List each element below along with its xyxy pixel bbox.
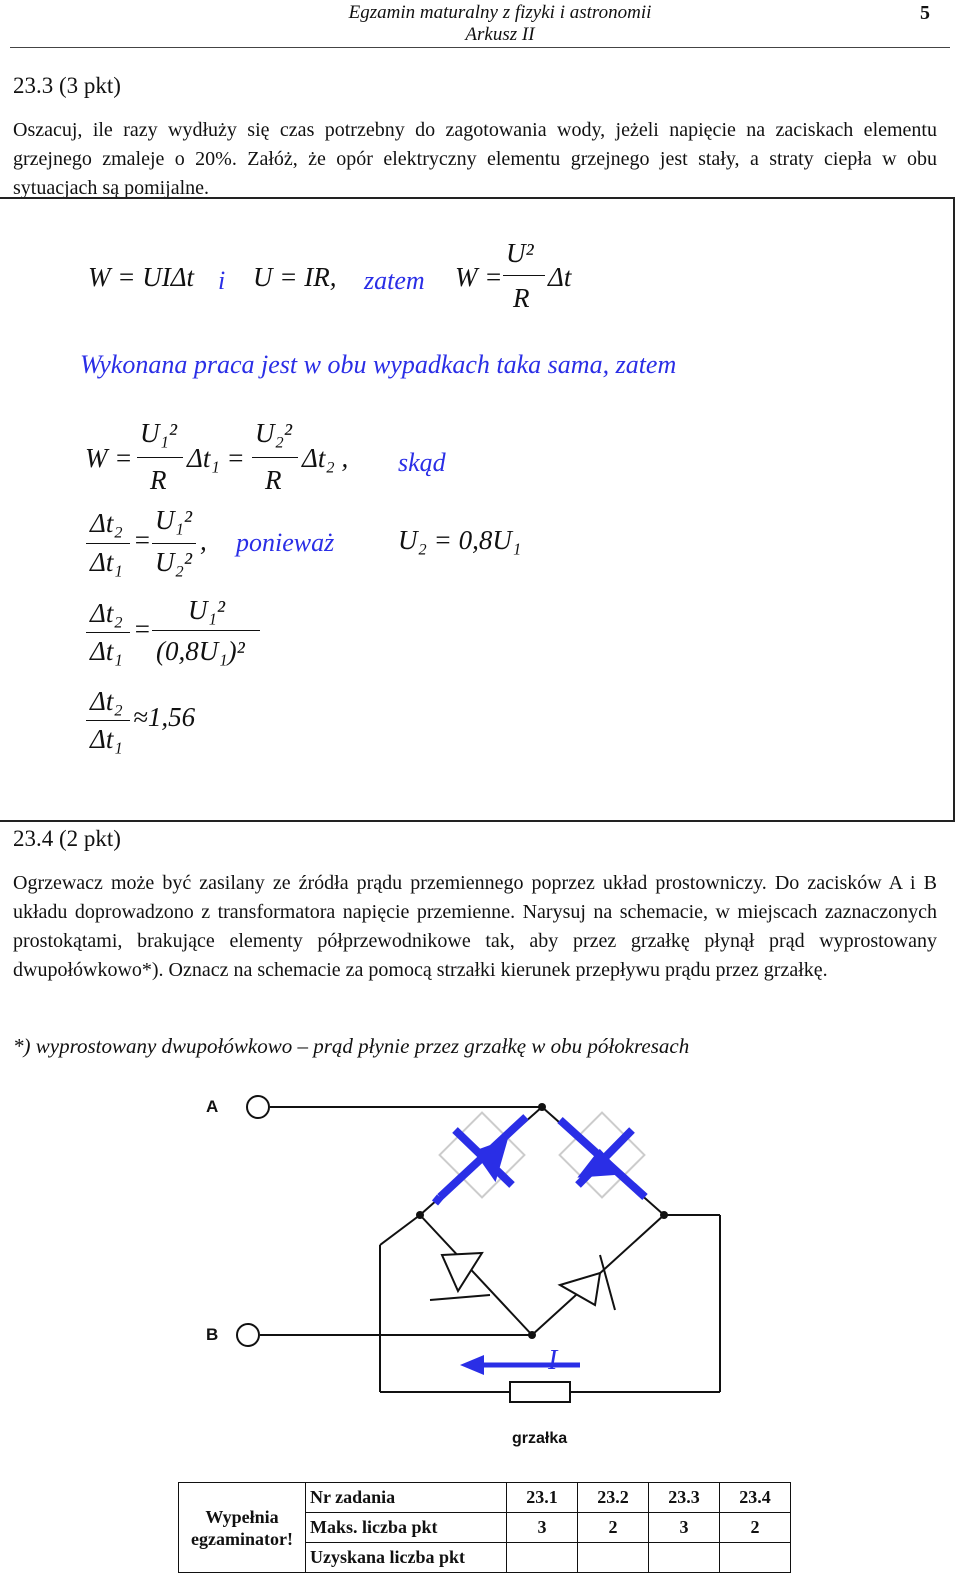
- ratio2-u-bar: [152, 630, 260, 631]
- eq-work-num: U²: [506, 238, 534, 268]
- ratio3-den: Δt₁: [90, 724, 123, 754]
- task-23-4-text: Ogrzewacz może być zasilany ze źródła prądu przemiennego poprzez układ prostowniczy. Do zacisków A i B układu doprowadzono z transformatora napięcie przemienne. Narysuj na schemacie, w miejscach zaznaczonych prostokątami, brakujące elementy półprzewodnikowe tak, aby przez grzałkę płynął prąd wyprostowany dwupołówkowo*). Oznacz na schemacie za pomocą strzałki kierunek przepływu prądu przez grzałkę.: [13, 872, 937, 981]
- score-table-wrap: [178, 1482, 791, 1573]
- footnote: *) wyprostowany dwupołówkowo – prąd płynie przez grzałkę w obu półokresach: [13, 1034, 690, 1058]
- header-rule: [10, 47, 950, 48]
- score-input-23-4[interactable]: [720, 1543, 791, 1573]
- ratio2-u-num: U₁²: [188, 595, 225, 625]
- owner-line1: Wypełnia: [205, 1506, 279, 1527]
- word-skad: skąd: [398, 448, 446, 477]
- eq-u2: U₂ = 0,8U₁: [398, 525, 522, 555]
- eq-work-uit: W = UIΔt: [88, 262, 195, 292]
- heater-resistor: [510, 1382, 570, 1402]
- ratio1-bar: [86, 543, 130, 544]
- eq-work-lhs: W =: [455, 262, 503, 292]
- score-table-owner: [179, 1483, 306, 1573]
- word-poniewaz: ponieważ: [236, 528, 335, 557]
- row1-cell: 23.2: [578, 1483, 649, 1513]
- row2-cell: 3: [649, 1513, 720, 1543]
- page-number: 5: [920, 2, 930, 24]
- row2-label: Maks. liczba pkt: [306, 1513, 507, 1543]
- eq-ohm: U = IR,: [253, 262, 337, 292]
- ratio1-comma: ,: [200, 526, 207, 556]
- ratio3-num: Δt₂: [90, 686, 123, 716]
- page-header-title: Egzamin maturalny z fizyki i astronomii: [348, 2, 652, 23]
- eq-work-fraction-bar: [503, 275, 545, 276]
- page-header-subtitle: Arkusz II: [465, 24, 535, 45]
- score-table: [178, 1482, 791, 1573]
- w-eq-bar2: [252, 457, 298, 458]
- heater-label: grzałka: [512, 1430, 568, 1447]
- ratio1-u-num: U₁²: [155, 505, 192, 535]
- row1-cell: 23.4: [720, 1483, 791, 1513]
- owner-line2: egzaminator!: [191, 1528, 293, 1549]
- w-eq-den2: R: [265, 465, 282, 495]
- row1-label: Nr zadania: [306, 1483, 507, 1513]
- current-arrow: [460, 1355, 580, 1375]
- task-23-4-title: 23.4 (2 pkt): [13, 826, 121, 851]
- label-b: B: [206, 1325, 219, 1344]
- ratio1-u-bar: [152, 543, 196, 544]
- w-eq-dt2: Δt₂ ,: [302, 443, 349, 473]
- row1-cell: 23.1: [507, 1483, 578, 1513]
- sentence-same-work: Wykonana praca jest w obu wypadkach taka sama, zatem: [80, 350, 677, 379]
- diode-lower-left: [430, 1253, 490, 1300]
- ratio1-den: Δt₁: [90, 547, 123, 577]
- row2-cell: 2: [720, 1513, 791, 1543]
- label-a: A: [206, 1097, 219, 1116]
- eq-work-den: R: [513, 283, 530, 313]
- drawn-diode-left: [435, 1117, 526, 1203]
- row2-cell: 3: [507, 1513, 578, 1543]
- row1-cell: 23.3: [649, 1483, 720, 1513]
- w-eq-lhs: W =: [85, 443, 133, 473]
- ratio2-eq: =: [133, 614, 152, 644]
- row3-label: Uzyskana liczba pkt: [306, 1543, 507, 1573]
- ratio3-bar: [86, 720, 130, 721]
- eq-work-dt: Δt: [548, 262, 572, 292]
- rectifier-circuit: [190, 1085, 770, 1465]
- word-i: i: [218, 266, 226, 295]
- ratio1-u-den: U₂²: [155, 547, 192, 577]
- ratio1-eq: =: [133, 525, 152, 555]
- terminal-a: [247, 1096, 269, 1118]
- result-value: ≈1,56: [133, 702, 196, 732]
- w-eq-num1: U₁²: [140, 418, 177, 448]
- w-eq-num2: U₂²: [255, 418, 292, 448]
- row2-cell: 2: [578, 1513, 649, 1543]
- task-23-3-title: 23.3 (3 pkt): [13, 73, 121, 98]
- ratio2-num: Δt₂: [90, 598, 123, 628]
- w-eq-bar1: [137, 457, 183, 458]
- task-23-3-text: Oszacuj, ile razy wydłuży się czas potrzebny do zagotowania wody, jeżeli napięcie na zaciskach elementu grzejnego zmaleje o 20%. Załóż, że opór elektryczny elementu grzejnego jest stały, a straty ciepła w obu sytuacjach są pomijalne.: [13, 119, 937, 199]
- terminal-b: [237, 1324, 259, 1346]
- w-eq-den1: R: [150, 465, 167, 495]
- score-input-23-3[interactable]: [649, 1543, 720, 1573]
- drawn-diode-right: [560, 1120, 645, 1197]
- ratio2-den: Δt₁: [90, 636, 123, 666]
- w-eq-dt1: Δt₁ =: [187, 443, 245, 473]
- current-label: I: [548, 1345, 558, 1376]
- ratio2-u-den: (0,8U₁)²: [156, 636, 245, 666]
- word-zatem: zatem: [364, 266, 425, 295]
- ratio2-bar: [86, 632, 130, 633]
- ratio1-num: Δt₂: [90, 508, 123, 538]
- score-input-23-1[interactable]: [507, 1543, 578, 1573]
- score-input-23-2[interactable]: [578, 1543, 649, 1573]
